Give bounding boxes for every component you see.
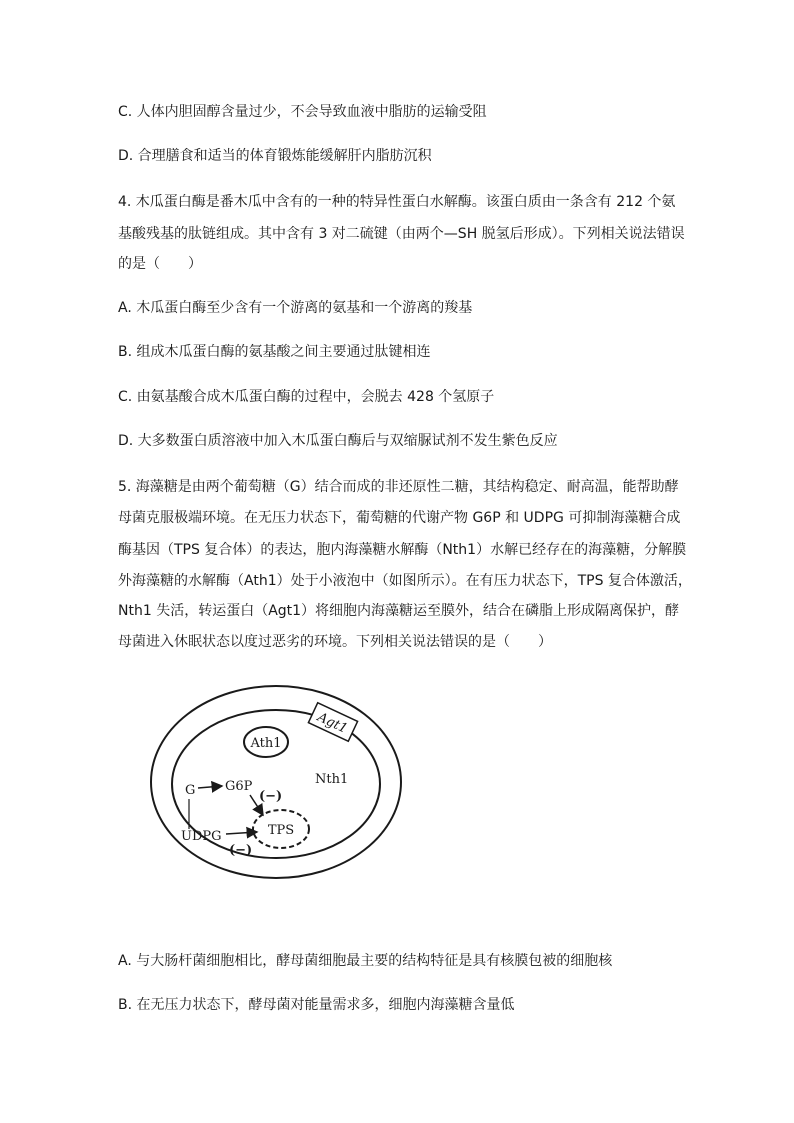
q4-stem-line-2: 基酸残基的肽链组成。其中含有 3 对二硫键（由两个—SH 脱氢后形成）。下列相关说法错误: [118, 226, 685, 242]
q5-option-a: A. 与大肠杆菌细胞相比，酵母菌细胞最主要的结构特征是具有核膜包被的细胞核: [118, 953, 613, 969]
q3-option-d: D. 合理膳食和适当的体育锻炼能缓解肝内脂肪沉积: [118, 148, 432, 164]
q5-stem-line-6: 母菌进入休眠状态以度过恶劣的环境。下列相关说法错误的是（ ）: [118, 634, 552, 650]
q4-option-a: A. 木瓜蛋白酶至少含有一个游离的氨基和一个游离的羧基: [118, 300, 473, 316]
q4-stem-line-1: 4. 木瓜蛋白酶是番木瓜中含有的一种的特异性蛋白水解酶。该蛋白质由一条含有 212 个氨: [118, 194, 676, 210]
agt1-transporter: [308, 703, 357, 742]
agt1-label: Agt1: [315, 709, 350, 737]
nth1-label: Nth1: [315, 772, 349, 787]
q5-option-b: B. 在无压力状态下，酵母菌对能量需求多，细胞内海藻糖含量低: [118, 997, 515, 1013]
q5-stem-line-2: 母菌克服极端环境。在无压力状态下，葡萄糖的代谢产物 G6P 和 UDPG 可抑制海藻糖合成: [118, 510, 681, 526]
q5-stem-line-1: 5. 海藻糖是由两个葡萄糖（G）结合而成的非还原性二糖，其结构稳定、耐高温，能帮助酵: [118, 479, 679, 495]
yeast-cell-diagram: [146, 682, 406, 882]
inhibition-label-1: (−): [259, 789, 283, 804]
inhibition-label-2: (−): [229, 843, 253, 858]
q5-stem-line-3: 酶基因（TPS 复合体）的表达，胞内海藻糖水解酶（Nth1）水解已经存在的海藻糖，分解膜: [118, 542, 687, 558]
cell-wall: [151, 686, 401, 878]
g6p-label: G6P: [225, 779, 253, 794]
q5-stem-line-5: Nth1 失活，转运蛋白（Agt1）将细胞内海藻糖运至膜外，结合在磷脂上形成隔离保护，酵: [118, 603, 680, 619]
q4-option-b: B. 组成木瓜蛋白酶的氨基酸之间主要通过肽键相连: [118, 344, 431, 360]
g-label: G: [185, 783, 196, 798]
q4-stem-line-3: 的是（ ）: [118, 256, 202, 272]
q4-option-d: D. 大多数蛋白质溶液中加入木瓜蛋白酶后与双缩脲试剂不发生紫色反应: [118, 433, 558, 449]
arrow-udpg-inhibits-tps: [226, 832, 257, 834]
q5-stem-line-4: 外海藻糖的水解酶（Ath1）处于小液泡中（如图所示）。在有压力状态下，TPS 复合体激活，: [118, 573, 692, 589]
tps-label: TPS: [267, 823, 295, 838]
arrow-g-to-g6p: [198, 786, 222, 788]
ath1-label: Ath1: [250, 736, 282, 751]
q3-option-c: C. 人体内胆固醇含量过少，不会导致血液中脂肪的运输受阻: [118, 104, 487, 120]
udpg-label: UDPG: [181, 829, 222, 844]
q4-option-c: C. 由氨基酸合成木瓜蛋白酶的过程中，会脱去 428 个氢原子: [118, 389, 495, 405]
